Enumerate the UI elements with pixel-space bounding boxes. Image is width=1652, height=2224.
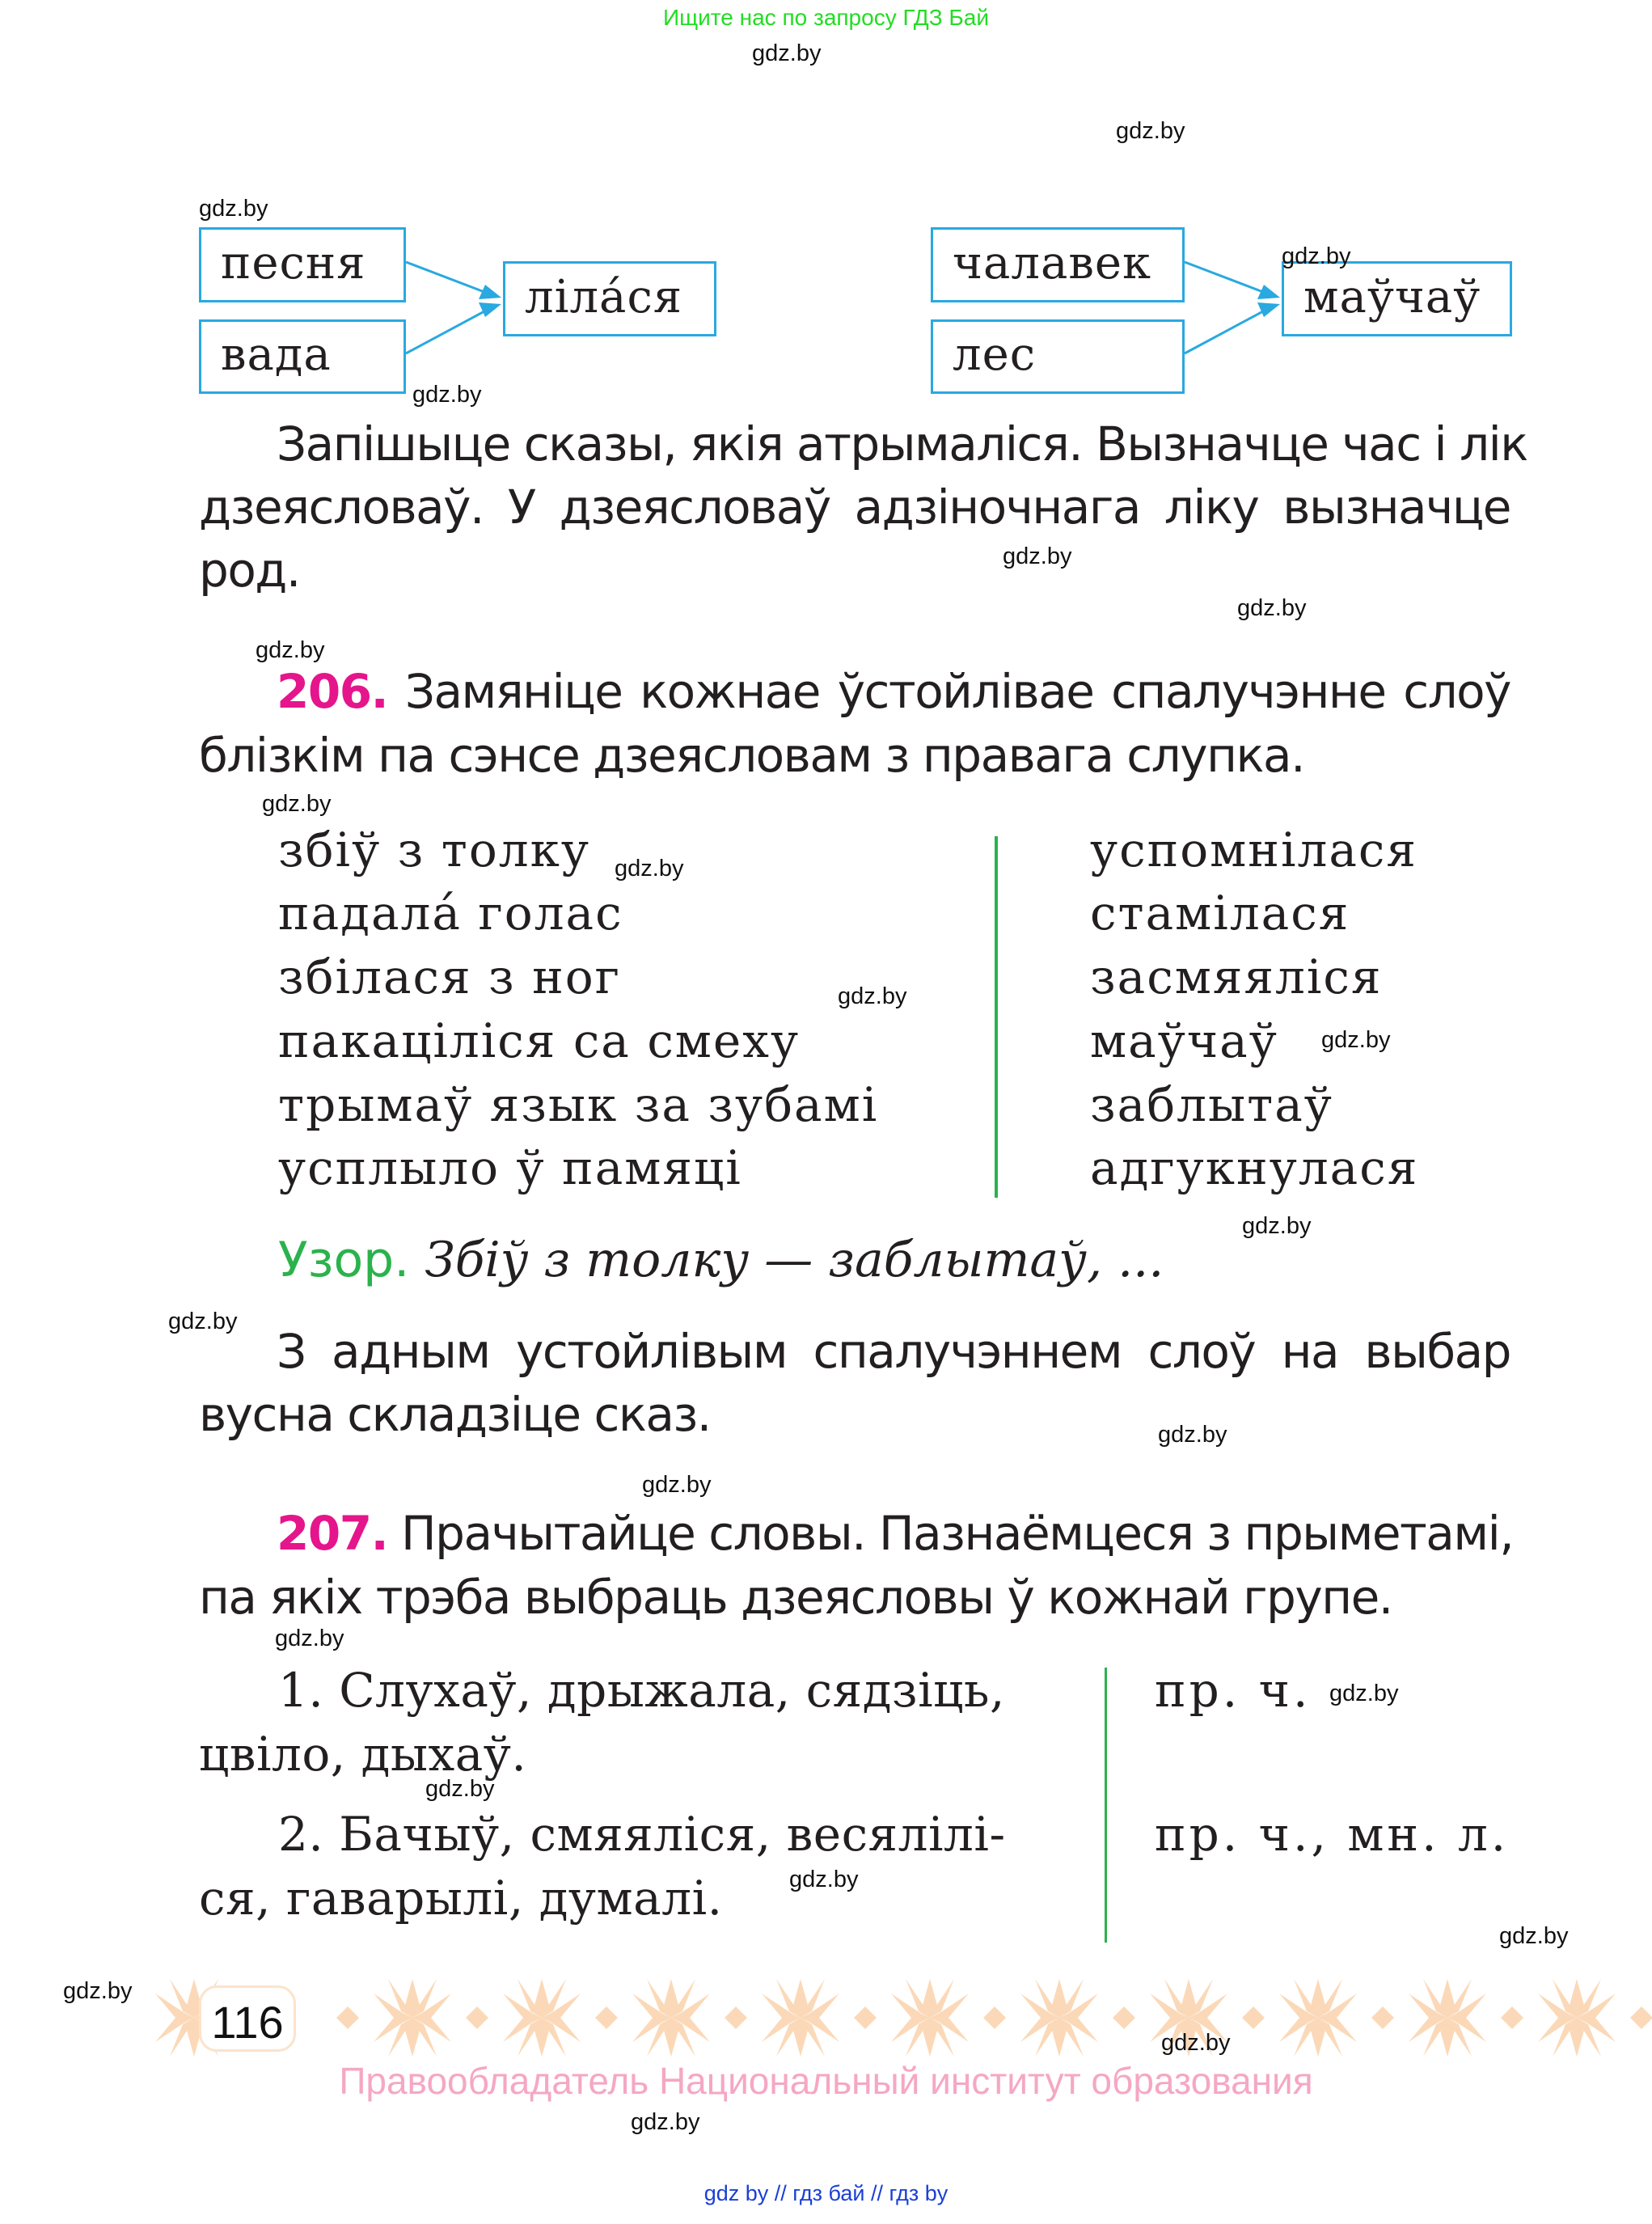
- watermark: gdz.by: [168, 1309, 238, 1334]
- list-item-left: пакаціліся са смеху: [278, 1013, 801, 1068]
- group-1-hint: пр. ч.: [1155, 1663, 1312, 1718]
- page-number: 116: [211, 1997, 284, 2048]
- list-item-right: маўчаў: [1090, 1013, 1278, 1068]
- group-2-hint: пр. ч., мн. л.: [1155, 1807, 1510, 1862]
- watermark: gdz.by: [1237, 595, 1307, 621]
- exercise-207-heading: [277, 1506, 1514, 1561]
- list-item-left: падала́ голас: [278, 886, 623, 941]
- column-divider: [995, 836, 998, 1198]
- exercise-206-heading: [277, 664, 1510, 719]
- group-2-line-1: 2. Бачыў, смяяліся, весялілі-: [278, 1807, 1006, 1862]
- group-1-line-2: цвіло, дыхаў.: [199, 1727, 527, 1782]
- copyright-notice: Правообладатель Национальный институт образования: [339, 2060, 1313, 2102]
- task-intro-line-3: род.: [199, 543, 300, 598]
- column-divider: [1105, 1668, 1107, 1943]
- followup-line-1: З адным устойлівым спалучэннем слоў на выбар: [277, 1324, 1510, 1379]
- group-2-line-2: ся, гаварылі, думалі.: [199, 1871, 723, 1926]
- exercise-instruction: Замяніце кожнае ўстойлівае спалучэнне слоў: [404, 664, 1510, 719]
- exercise-number: 207.: [277, 1506, 388, 1561]
- list-item-right: стамілася: [1090, 886, 1350, 941]
- watermark: gdz.by: [1116, 118, 1185, 144]
- watermark: gdz.by: [425, 1776, 495, 1802]
- watermark: gdz.by: [1242, 1213, 1312, 1239]
- exercise-number: 206.: [277, 664, 388, 719]
- watermark: gdz.by: [1329, 1681, 1399, 1706]
- watermark: gdz.by: [752, 40, 822, 66]
- example-label: Узор.: [278, 1232, 410, 1288]
- watermark: gdz.by: [63, 1978, 133, 2004]
- watermark: gdz.by: [838, 983, 907, 1009]
- search-hint-banner: Ищите нас по запросу ГДЗ Бай: [662, 5, 990, 30]
- list-item-right: успомнілася: [1090, 822, 1418, 877]
- watermark: gdz.by: [199, 196, 268, 222]
- list-item-right: засмяяліся: [1090, 949, 1383, 1004]
- list-item-right: адгукнулася: [1090, 1140, 1419, 1195]
- watermark: gdz.by: [1499, 1923, 1569, 1949]
- watermark: gdz.by: [631, 2109, 700, 2135]
- watermark: gdz.by: [1158, 1422, 1227, 1448]
- word-label: чалавек: [953, 236, 1152, 290]
- example-line: [278, 1232, 1164, 1288]
- list-item-right: заблытаў: [1090, 1077, 1333, 1132]
- watermark: gdz.by: [262, 791, 332, 817]
- group-1-line-1: 1. Слухаў, дрыжала, сядзіць,: [278, 1663, 1005, 1718]
- word-label: песня: [221, 236, 366, 290]
- list-item-left: усплыло ў памяці: [278, 1140, 742, 1195]
- watermark: gdz.by: [412, 382, 482, 408]
- footer-links[interactable]: gdz by // гдз бай // гдз by: [703, 2181, 949, 2205]
- task-intro-line-1: Запішыце сказы, якія атрымаліся. Вызначце час і лік: [277, 416, 1527, 471]
- followup-line-2: вусна складзіце сказ.: [199, 1387, 711, 1442]
- list-item-left: трымаў язык за зубамі: [278, 1077, 879, 1132]
- exercise-206-line-2: блізкім па сэнсе дзеясловам з правага слупка.: [199, 728, 1305, 783]
- watermark: gdz.by: [615, 856, 684, 882]
- watermark: gdz.by: [1321, 1027, 1391, 1053]
- watermark: gdz.by: [1161, 2030, 1231, 2056]
- word-label: лес: [953, 328, 1037, 381]
- word-label: вада: [221, 328, 332, 381]
- watermark: gdz.by: [789, 1867, 859, 1892]
- page-number-badge: [199, 1985, 296, 2052]
- watermark: gdz.by: [642, 1472, 712, 1498]
- list-item-left: збілася з ног: [278, 949, 622, 1004]
- arrows-icon: [0, 0, 1652, 421]
- word-label: маўчаў: [1303, 270, 1481, 323]
- exercise-207-line-2: па якіх трэба выбраць дзеясловы ў кожнай групе.: [199, 1570, 1392, 1625]
- folk-ornament-icon: [154, 1977, 1652, 2058]
- example-text: Збіў з толку — заблытаў, ...: [425, 1232, 1164, 1288]
- watermark: gdz.by: [275, 1626, 344, 1651]
- word-label: ліла́ся: [525, 270, 683, 323]
- watermark: gdz.by: [1282, 243, 1351, 269]
- exercise-instruction: Прачытайце словы. Пазнаёмцеся з прыметамі,: [401, 1506, 1514, 1561]
- watermark: gdz.by: [256, 637, 325, 663]
- watermark: gdz.by: [1003, 543, 1072, 569]
- list-item-left: збіў з толку: [278, 822, 590, 877]
- task-intro-line-2: дзеясловаў. У дзеясловаў адзіночнага ліку вызначце: [199, 480, 1510, 535]
